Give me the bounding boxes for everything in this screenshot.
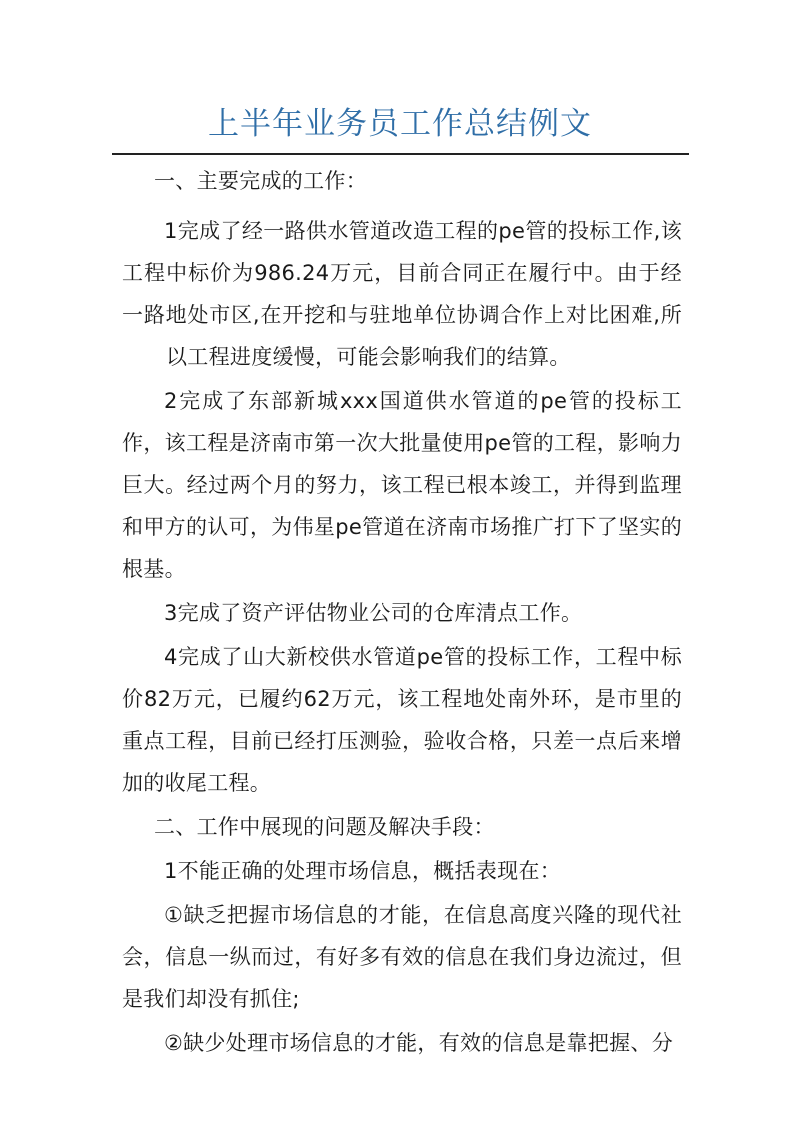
document-body	[122, 160, 682, 1064]
paragraph-7: ②缺少处理市场信息的才能，有效的信息是靠把握、分	[164, 1031, 674, 1055]
paragraph-1-continuation: 以工程进度缓慢，可能会影响我们的结算。	[166, 345, 571, 369]
title-divider	[112, 153, 689, 155]
paragraph-1	[122, 210, 682, 378]
paragraph-6: ①缺乏把握市场信息的才能，在信息高度兴隆的现代社会，信息一纵而过，有好多有效的信息在我们身边流过，但是我们却没有抓住;	[122, 903, 682, 1011]
document-title: 上半年业务员工作总结例文	[208, 106, 592, 142]
paragraph-3: 3完成了资产评估物业公司的仓库清点工作。	[164, 601, 583, 625]
section-heading-1: 一、主要完成的工作：	[154, 169, 367, 193]
paragraph-5: 1不能正确的处理市场信息，概括表现在：	[164, 859, 562, 883]
paragraph-2: 2完成了东部新城xxx国道供水管道的pe管的投标工作，该工程是济南市第一次大批量使用pe管的工程，影响力巨大。经过两个月的努力，该工程已根本竣工，并得到监理和甲方的认可，为伟星pe管道在济南市场推广打下了坚实的根基。	[122, 389, 682, 581]
section-heading-2: 二、工作中展现的问题及解决手段：	[154, 815, 495, 839]
paragraph-4: 4完成了山大新校供水管道pe管的投标工作，工程中标价82万元，已履约62万元，该工程地处南外环，是市里的重点工程，目前已经打压测验，验收合格，只差一点后来增加的收尾工程。	[122, 645, 682, 795]
paragraph-1-text: 1完成了经一路供水管道改造工程的pe管的投标工作,该工程中标价为986.24万元，目前合同正在履行中。由于经一路地处市区,在开挖和与驻地单位协调合作上对比困难,所	[122, 219, 682, 327]
